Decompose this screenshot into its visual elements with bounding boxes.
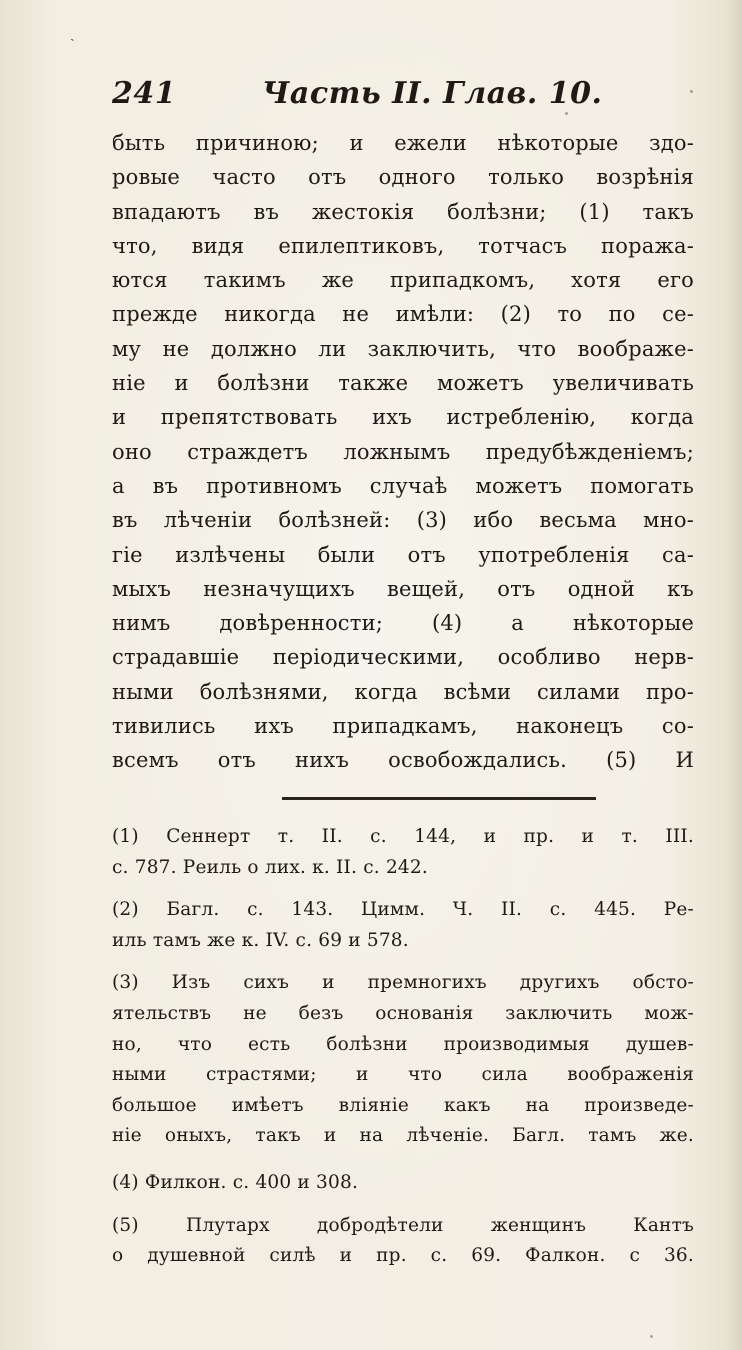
footnote-line: с. 787. Реиль о лих. к. II. с. 242.: [112, 856, 428, 878]
text-line: мыхъ незначущихъ вещей, отъ одной къ: [112, 576, 694, 601]
footnote-5: [112, 1211, 694, 1272]
footnote-line: ными страстями; и что сила воображенія: [112, 1064, 694, 1086]
footnote-1: [112, 822, 694, 883]
footnote-line: ятельствъ не безъ основанія заключить мож-: [112, 1002, 694, 1024]
text-line: что, видя епилептиковъ, тотчасъ поража-: [112, 233, 694, 258]
footnote-line: (2) Багл. с. 143. Цимм. Ч. II. с. 445. Ре-: [112, 899, 694, 921]
running-header: [112, 76, 642, 111]
main-text: [112, 126, 694, 778]
footnote-line: о душевной силѣ и пр. с. 69. Фалкон. с 36.: [112, 1245, 694, 1267]
text-line: оно страждетъ ложнымъ предубѣжденіемъ;: [112, 439, 694, 464]
paper-speck: [650, 1335, 653, 1338]
footnote-line: (5) Плутарх добродѣтели женщинъ Кантъ: [112, 1214, 694, 1236]
text-line: гіе излѣчены были отъ употребленія са-: [112, 542, 694, 567]
page-number: 241: [112, 76, 177, 111]
footnote-3: [112, 968, 694, 1152]
text-line: му не должно ли заключить, что воображе-: [112, 336, 694, 361]
footnote-2: [112, 895, 694, 956]
footnote-line: большое имѣетъ вліяніе какъ на произведе-: [112, 1094, 694, 1116]
text-line: тивились ихъ припадкамъ, наконецъ со-: [112, 714, 694, 739]
footnote-line: ніе оныхъ, такъ и на лѣченіе. Багл. тамъ же.: [112, 1125, 694, 1147]
text-line: ровые часто отъ одного только возрѣнія: [112, 165, 694, 190]
text-line: прежде никогда не имѣли: (2) то по се-: [112, 302, 694, 327]
text-line: страдавшіе періодическими, особливо нерв-: [112, 645, 694, 670]
text-line: всемъ отъ нихъ освобождались. (5) И: [112, 748, 694, 773]
footnote-line: иль тамъ же к. IV. с. 69 и 578.: [112, 929, 409, 951]
text-line: впадаютъ въ жестокія болѣзни; (1) такъ: [112, 199, 694, 224]
footnote-line: (3) Изъ сихъ и премногихъ другихъ обсто-: [112, 972, 694, 994]
text-line: ными болѣзнями, когда всѣми силами про-: [112, 679, 694, 704]
page-edge-shadow: [724, 0, 742, 1350]
footnote-separator-rule: [282, 797, 596, 800]
text-line: и препятствовать ихъ истребленію, когда: [112, 405, 694, 430]
footnote-line: но, что есть болѣзни производимыя душев-: [112, 1033, 694, 1055]
footnote-line: (1) Сеннерт т. II. с. 144, и пр. и т. III.: [112, 826, 694, 847]
footnote-line: (4) Филкон. с. 400 и 308.: [112, 1171, 359, 1193]
text-line: а въ противномъ случаѣ можетъ помогать: [112, 473, 694, 498]
footnote-4: [112, 1168, 694, 1199]
text-line: ніе и болѣзни также можетъ увеличивать: [112, 371, 694, 396]
section-title: Часть II. Глав. 10.: [262, 76, 603, 111]
footnotes: [112, 822, 694, 1272]
text-line: быть причиною; и ежели нѣкоторые здо-: [112, 131, 694, 155]
text-line: въ лѣченіи болѣзней: (3) ибо весьма мно-: [112, 508, 694, 533]
print-mark: ˎ: [70, 26, 75, 42]
text-line: нимъ довѣренности; (4) а нѣкоторые: [112, 611, 694, 636]
paper-speck: [565, 112, 568, 115]
text-line: ются такимъ же припадкомъ, хотя его: [112, 268, 694, 293]
paper-speck: [690, 90, 693, 93]
